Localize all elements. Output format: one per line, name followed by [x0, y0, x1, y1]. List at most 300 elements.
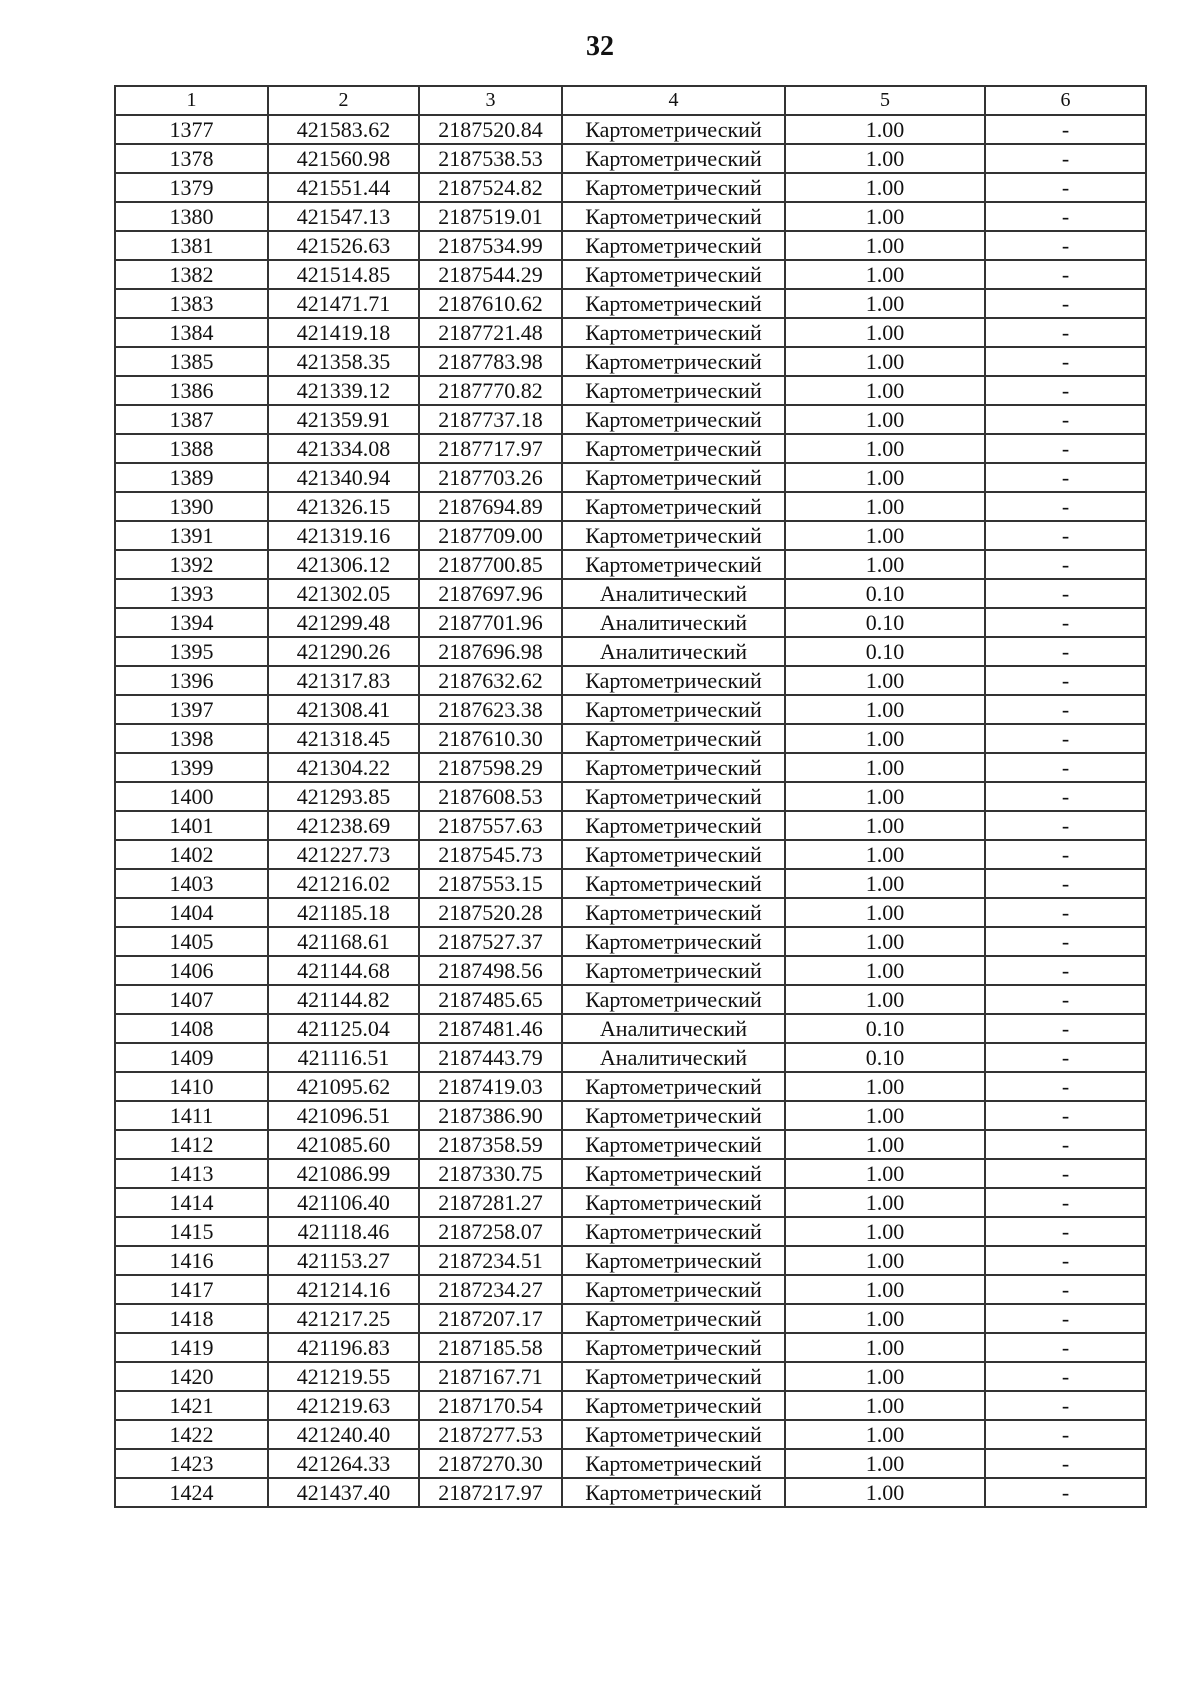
- x-coordinate-cell: 421219.55: [268, 1362, 419, 1391]
- table-row: [115, 521, 1146, 550]
- table-row: [115, 231, 1146, 260]
- y-coordinate-cell: 2187419.03: [419, 1072, 562, 1101]
- y-coordinate-cell: 2187234.51: [419, 1246, 562, 1275]
- method-cell: Картометрический: [562, 985, 785, 1014]
- table-row: [115, 492, 1146, 521]
- accuracy-cell: 1.00: [785, 173, 985, 202]
- point-number-cell: 1423: [115, 1449, 268, 1478]
- table-row: [115, 1217, 1146, 1246]
- table-header: [115, 86, 1146, 115]
- method-cell: Картометрический: [562, 1420, 785, 1449]
- table-row: [115, 1304, 1146, 1333]
- y-coordinate-cell: 2187598.29: [419, 753, 562, 782]
- x-coordinate-cell: 421106.40: [268, 1188, 419, 1217]
- y-coordinate-cell: 2187519.01: [419, 202, 562, 231]
- accuracy-cell: 1.00: [785, 318, 985, 347]
- point-number-cell: 1416: [115, 1246, 268, 1275]
- x-coordinate-cell: 421240.40: [268, 1420, 419, 1449]
- note-cell: -: [985, 1159, 1146, 1188]
- point-number-cell: 1377: [115, 115, 268, 144]
- table-row: [115, 405, 1146, 434]
- y-coordinate-cell: 2187498.56: [419, 956, 562, 985]
- y-coordinate-cell: 2187217.97: [419, 1478, 562, 1507]
- note-cell: -: [985, 376, 1146, 405]
- point-number-cell: 1380: [115, 202, 268, 231]
- table-row: [115, 347, 1146, 376]
- accuracy-cell: 1.00: [785, 1449, 985, 1478]
- table-row: [115, 1391, 1146, 1420]
- y-coordinate-cell: 2187485.65: [419, 985, 562, 1014]
- note-cell: -: [985, 840, 1146, 869]
- method-cell: Картометрический: [562, 550, 785, 579]
- note-cell: -: [985, 1391, 1146, 1420]
- table-row: [115, 463, 1146, 492]
- y-coordinate-cell: 2187696.98: [419, 637, 562, 666]
- accuracy-cell: 1.00: [785, 260, 985, 289]
- accuracy-cell: 1.00: [785, 1130, 985, 1159]
- point-number-cell: 1390: [115, 492, 268, 521]
- note-cell: -: [985, 666, 1146, 695]
- y-coordinate-cell: 2187167.71: [419, 1362, 562, 1391]
- table-row: [115, 956, 1146, 985]
- y-coordinate-cell: 2187770.82: [419, 376, 562, 405]
- point-number-cell: 1384: [115, 318, 268, 347]
- accuracy-cell: 1.00: [785, 753, 985, 782]
- x-coordinate-cell: 421144.82: [268, 985, 419, 1014]
- method-cell: Картометрический: [562, 434, 785, 463]
- accuracy-cell: 1.00: [785, 376, 985, 405]
- table-row: [115, 318, 1146, 347]
- accuracy-cell: 1.00: [785, 347, 985, 376]
- method-cell: Картометрический: [562, 724, 785, 753]
- point-number-cell: 1418: [115, 1304, 268, 1333]
- method-cell: Картометрический: [562, 1130, 785, 1159]
- note-cell: -: [985, 1449, 1146, 1478]
- table-row: [115, 579, 1146, 608]
- method-cell: Картометрический: [562, 956, 785, 985]
- table-row: [115, 376, 1146, 405]
- method-cell: Картометрический: [562, 405, 785, 434]
- accuracy-cell: 1.00: [785, 695, 985, 724]
- x-coordinate-cell: 421317.83: [268, 666, 419, 695]
- accuracy-cell: 0.10: [785, 579, 985, 608]
- y-coordinate-cell: 2187207.17: [419, 1304, 562, 1333]
- y-coordinate-cell: 2187185.58: [419, 1333, 562, 1362]
- method-cell: Картометрический: [562, 115, 785, 144]
- method-cell: Картометрический: [562, 1391, 785, 1420]
- x-coordinate-cell: 421551.44: [268, 173, 419, 202]
- method-cell: Картометрический: [562, 811, 785, 840]
- y-coordinate-cell: 2187632.62: [419, 666, 562, 695]
- table-body: [115, 115, 1146, 1507]
- table-row: [115, 985, 1146, 1014]
- point-number-cell: 1411: [115, 1101, 268, 1130]
- y-coordinate-cell: 2187623.38: [419, 695, 562, 724]
- point-number-cell: 1400: [115, 782, 268, 811]
- column-header: 3: [419, 86, 562, 115]
- point-number-cell: 1403: [115, 869, 268, 898]
- note-cell: -: [985, 463, 1146, 492]
- note-cell: -: [985, 695, 1146, 724]
- table-row: [115, 1449, 1146, 1478]
- note-cell: -: [985, 724, 1146, 753]
- note-cell: -: [985, 115, 1146, 144]
- x-coordinate-cell: 421319.16: [268, 521, 419, 550]
- x-coordinate-cell: 421264.33: [268, 1449, 419, 1478]
- method-cell: Картометрический: [562, 202, 785, 231]
- point-number-cell: 1415: [115, 1217, 268, 1246]
- x-coordinate-cell: 421302.05: [268, 579, 419, 608]
- note-cell: -: [985, 1246, 1146, 1275]
- table-row: [115, 144, 1146, 173]
- point-number-cell: 1404: [115, 898, 268, 927]
- point-number-cell: 1406: [115, 956, 268, 985]
- point-number-cell: 1394: [115, 608, 268, 637]
- point-number-cell: 1397: [115, 695, 268, 724]
- y-coordinate-cell: 2187697.96: [419, 579, 562, 608]
- table-row: [115, 753, 1146, 782]
- accuracy-cell: 0.10: [785, 1043, 985, 1072]
- point-number-cell: 1407: [115, 985, 268, 1014]
- note-cell: -: [985, 869, 1146, 898]
- method-cell: Картометрический: [562, 289, 785, 318]
- table-row: [115, 260, 1146, 289]
- note-cell: -: [985, 927, 1146, 956]
- accuracy-cell: 1.00: [785, 927, 985, 956]
- note-cell: -: [985, 1217, 1146, 1246]
- note-cell: -: [985, 1362, 1146, 1391]
- note-cell: -: [985, 956, 1146, 985]
- method-cell: Картометрический: [562, 318, 785, 347]
- table-row: [115, 1420, 1146, 1449]
- table-row: [115, 724, 1146, 753]
- table-row: [115, 927, 1146, 956]
- accuracy-cell: 1.00: [785, 492, 985, 521]
- x-coordinate-cell: 421419.18: [268, 318, 419, 347]
- accuracy-cell: 1.00: [785, 985, 985, 1014]
- point-number-cell: 1405: [115, 927, 268, 956]
- y-coordinate-cell: 2187527.37: [419, 927, 562, 956]
- method-cell: Картометрический: [562, 260, 785, 289]
- x-coordinate-cell: 421359.91: [268, 405, 419, 434]
- point-number-cell: 1409: [115, 1043, 268, 1072]
- accuracy-cell: 1.00: [785, 1333, 985, 1362]
- x-coordinate-cell: 421290.26: [268, 637, 419, 666]
- accuracy-cell: 1.00: [785, 434, 985, 463]
- accuracy-cell: 1.00: [785, 1275, 985, 1304]
- x-coordinate-cell: 421086.99: [268, 1159, 419, 1188]
- table-row: [115, 1159, 1146, 1188]
- x-coordinate-cell: 421299.48: [268, 608, 419, 637]
- accuracy-cell: 1.00: [785, 1101, 985, 1130]
- table-row: [115, 289, 1146, 318]
- point-number-cell: 1401: [115, 811, 268, 840]
- accuracy-cell: 1.00: [785, 289, 985, 318]
- method-cell: Картометрический: [562, 927, 785, 956]
- table-row: [115, 202, 1146, 231]
- method-cell: Картометрический: [562, 1362, 785, 1391]
- method-cell: Картометрический: [562, 1449, 785, 1478]
- method-cell: Картометрический: [562, 1101, 785, 1130]
- table-row: [115, 666, 1146, 695]
- y-coordinate-cell: 2187610.30: [419, 724, 562, 753]
- method-cell: Картометрический: [562, 144, 785, 173]
- note-cell: -: [985, 782, 1146, 811]
- point-number-cell: 1383: [115, 289, 268, 318]
- table-row: [115, 608, 1146, 637]
- x-coordinate-cell: 421216.02: [268, 869, 419, 898]
- y-coordinate-cell: 2187721.48: [419, 318, 562, 347]
- method-cell: Картометрический: [562, 1478, 785, 1507]
- y-coordinate-cell: 2187520.84: [419, 115, 562, 144]
- accuracy-cell: 1.00: [785, 115, 985, 144]
- method-cell: Картометрический: [562, 1072, 785, 1101]
- point-number-cell: 1381: [115, 231, 268, 260]
- point-number-cell: 1387: [115, 405, 268, 434]
- y-coordinate-cell: 2187534.99: [419, 231, 562, 260]
- method-cell: Аналитический: [562, 1043, 785, 1072]
- note-cell: -: [985, 1130, 1146, 1159]
- point-number-cell: 1385: [115, 347, 268, 376]
- point-number-cell: 1389: [115, 463, 268, 492]
- column-header: 4: [562, 86, 785, 115]
- note-cell: -: [985, 579, 1146, 608]
- x-coordinate-cell: 421144.68: [268, 956, 419, 985]
- point-number-cell: 1419: [115, 1333, 268, 1362]
- accuracy-cell: 1.00: [785, 956, 985, 985]
- point-number-cell: 1410: [115, 1072, 268, 1101]
- method-cell: Картометрический: [562, 898, 785, 927]
- note-cell: -: [985, 1420, 1146, 1449]
- x-coordinate-cell: 421153.27: [268, 1246, 419, 1275]
- accuracy-cell: 1.00: [785, 869, 985, 898]
- point-number-cell: 1422: [115, 1420, 268, 1449]
- accuracy-cell: 1.00: [785, 202, 985, 231]
- accuracy-cell: 1.00: [785, 1304, 985, 1333]
- note-cell: -: [985, 898, 1146, 927]
- method-cell: Аналитический: [562, 579, 785, 608]
- x-coordinate-cell: 421096.51: [268, 1101, 419, 1130]
- point-number-cell: 1420: [115, 1362, 268, 1391]
- y-coordinate-cell: 2187608.53: [419, 782, 562, 811]
- method-cell: Картометрический: [562, 1159, 785, 1188]
- x-coordinate-cell: 421125.04: [268, 1014, 419, 1043]
- table-row: [115, 434, 1146, 463]
- x-coordinate-cell: 421304.22: [268, 753, 419, 782]
- y-coordinate-cell: 2187737.18: [419, 405, 562, 434]
- table-row: [115, 898, 1146, 927]
- y-coordinate-cell: 2187358.59: [419, 1130, 562, 1159]
- y-coordinate-cell: 2187270.30: [419, 1449, 562, 1478]
- note-cell: -: [985, 521, 1146, 550]
- method-cell: Картометрический: [562, 782, 785, 811]
- accuracy-cell: 1.00: [785, 1391, 985, 1420]
- x-coordinate-cell: 421526.63: [268, 231, 419, 260]
- point-number-cell: 1399: [115, 753, 268, 782]
- note-cell: -: [985, 405, 1146, 434]
- note-cell: -: [985, 289, 1146, 318]
- table-row: [115, 1043, 1146, 1072]
- note-cell: -: [985, 637, 1146, 666]
- note-cell: -: [985, 811, 1146, 840]
- accuracy-cell: 0.10: [785, 637, 985, 666]
- method-cell: Картометрический: [562, 753, 785, 782]
- note-cell: -: [985, 1188, 1146, 1217]
- y-coordinate-cell: 2187258.07: [419, 1217, 562, 1246]
- accuracy-cell: 1.00: [785, 811, 985, 840]
- point-number-cell: 1388: [115, 434, 268, 463]
- method-cell: Картометрический: [562, 869, 785, 898]
- x-coordinate-cell: 421583.62: [268, 115, 419, 144]
- method-cell: Картометрический: [562, 521, 785, 550]
- method-cell: Картометрический: [562, 666, 785, 695]
- x-coordinate-cell: 421118.46: [268, 1217, 419, 1246]
- table-row: [115, 840, 1146, 869]
- table-row: [115, 1362, 1146, 1391]
- point-number-cell: 1378: [115, 144, 268, 173]
- accuracy-cell: 1.00: [785, 782, 985, 811]
- column-header: 5: [785, 86, 985, 115]
- note-cell: -: [985, 753, 1146, 782]
- y-coordinate-cell: 2187610.62: [419, 289, 562, 318]
- method-cell: Аналитический: [562, 1014, 785, 1043]
- accuracy-cell: 0.10: [785, 608, 985, 637]
- accuracy-cell: 1.00: [785, 898, 985, 927]
- table-row: [115, 173, 1146, 202]
- x-coordinate-cell: 421437.40: [268, 1478, 419, 1507]
- y-coordinate-cell: 2187330.75: [419, 1159, 562, 1188]
- y-coordinate-cell: 2187544.29: [419, 260, 562, 289]
- method-cell: Картометрический: [562, 1188, 785, 1217]
- accuracy-cell: 1.00: [785, 1420, 985, 1449]
- note-cell: -: [985, 1014, 1146, 1043]
- note-cell: -: [985, 1101, 1146, 1130]
- note-cell: -: [985, 434, 1146, 463]
- y-coordinate-cell: 2187277.53: [419, 1420, 562, 1449]
- x-coordinate-cell: 421471.71: [268, 289, 419, 318]
- point-number-cell: 1412: [115, 1130, 268, 1159]
- note-cell: -: [985, 608, 1146, 637]
- column-header: 6: [985, 86, 1146, 115]
- method-cell: Аналитический: [562, 637, 785, 666]
- table-row: [115, 869, 1146, 898]
- point-number-cell: 1417: [115, 1275, 268, 1304]
- table-row: [115, 695, 1146, 724]
- method-cell: Картометрический: [562, 1217, 785, 1246]
- x-coordinate-cell: 421219.63: [268, 1391, 419, 1420]
- note-cell: -: [985, 173, 1146, 202]
- point-number-cell: 1391: [115, 521, 268, 550]
- table-row: [115, 782, 1146, 811]
- accuracy-cell: 1.00: [785, 1362, 985, 1391]
- x-coordinate-cell: 421085.60: [268, 1130, 419, 1159]
- method-cell: Картометрический: [562, 1246, 785, 1275]
- note-cell: -: [985, 202, 1146, 231]
- point-number-cell: 1392: [115, 550, 268, 579]
- x-coordinate-cell: 421185.18: [268, 898, 419, 927]
- y-coordinate-cell: 2187386.90: [419, 1101, 562, 1130]
- point-number-cell: 1413: [115, 1159, 268, 1188]
- method-cell: Картометрический: [562, 231, 785, 260]
- x-coordinate-cell: 421560.98: [268, 144, 419, 173]
- x-coordinate-cell: 421326.15: [268, 492, 419, 521]
- accuracy-cell: 1.00: [785, 521, 985, 550]
- x-coordinate-cell: 421214.16: [268, 1275, 419, 1304]
- column-header: 1: [115, 86, 268, 115]
- x-coordinate-cell: 421293.85: [268, 782, 419, 811]
- y-coordinate-cell: 2187524.82: [419, 173, 562, 202]
- note-cell: -: [985, 985, 1146, 1014]
- coordinates-table: [114, 85, 1147, 1508]
- method-cell: Картометрический: [562, 1304, 785, 1333]
- table-row: [115, 1333, 1146, 1362]
- table-row: [115, 1275, 1146, 1304]
- y-coordinate-cell: 2187703.26: [419, 463, 562, 492]
- note-cell: -: [985, 1275, 1146, 1304]
- note-cell: -: [985, 1304, 1146, 1333]
- method-cell: Картометрический: [562, 695, 785, 724]
- method-cell: Картометрический: [562, 173, 785, 202]
- table-row: [115, 1188, 1146, 1217]
- x-coordinate-cell: 421227.73: [268, 840, 419, 869]
- accuracy-cell: 1.00: [785, 1159, 985, 1188]
- table-row: [115, 1478, 1146, 1507]
- note-cell: -: [985, 318, 1146, 347]
- point-number-cell: 1393: [115, 579, 268, 608]
- y-coordinate-cell: 2187717.97: [419, 434, 562, 463]
- method-cell: Картометрический: [562, 492, 785, 521]
- accuracy-cell: 1.00: [785, 231, 985, 260]
- note-cell: -: [985, 550, 1146, 579]
- point-number-cell: 1408: [115, 1014, 268, 1043]
- y-coordinate-cell: 2187709.00: [419, 521, 562, 550]
- note-cell: -: [985, 1043, 1146, 1072]
- accuracy-cell: 1.00: [785, 405, 985, 434]
- accuracy-cell: 1.00: [785, 1072, 985, 1101]
- method-cell: Картометрический: [562, 347, 785, 376]
- y-coordinate-cell: 2187234.27: [419, 1275, 562, 1304]
- accuracy-cell: 1.00: [785, 1478, 985, 1507]
- table-row: [115, 1130, 1146, 1159]
- accuracy-cell: 1.00: [785, 1188, 985, 1217]
- x-coordinate-cell: 421196.83: [268, 1333, 419, 1362]
- method-cell: Картометрический: [562, 1275, 785, 1304]
- accuracy-cell: 1.00: [785, 666, 985, 695]
- x-coordinate-cell: 421514.85: [268, 260, 419, 289]
- x-coordinate-cell: 421358.35: [268, 347, 419, 376]
- point-number-cell: 1424: [115, 1478, 268, 1507]
- x-coordinate-cell: 421306.12: [268, 550, 419, 579]
- y-coordinate-cell: 2187694.89: [419, 492, 562, 521]
- x-coordinate-cell: 421238.69: [268, 811, 419, 840]
- table-row: [115, 1072, 1146, 1101]
- y-coordinate-cell: 2187545.73: [419, 840, 562, 869]
- point-number-cell: 1414: [115, 1188, 268, 1217]
- method-cell: Картометрический: [562, 376, 785, 405]
- x-coordinate-cell: 421547.13: [268, 202, 419, 231]
- header-row: [115, 86, 1146, 115]
- y-coordinate-cell: 2187701.96: [419, 608, 562, 637]
- accuracy-cell: 1.00: [785, 724, 985, 753]
- point-number-cell: 1395: [115, 637, 268, 666]
- x-coordinate-cell: 421116.51: [268, 1043, 419, 1072]
- point-number-cell: 1382: [115, 260, 268, 289]
- point-number-cell: 1402: [115, 840, 268, 869]
- x-coordinate-cell: 421318.45: [268, 724, 419, 753]
- y-coordinate-cell: 2187553.15: [419, 869, 562, 898]
- method-cell: Картометрический: [562, 463, 785, 492]
- table-row: [115, 1014, 1146, 1043]
